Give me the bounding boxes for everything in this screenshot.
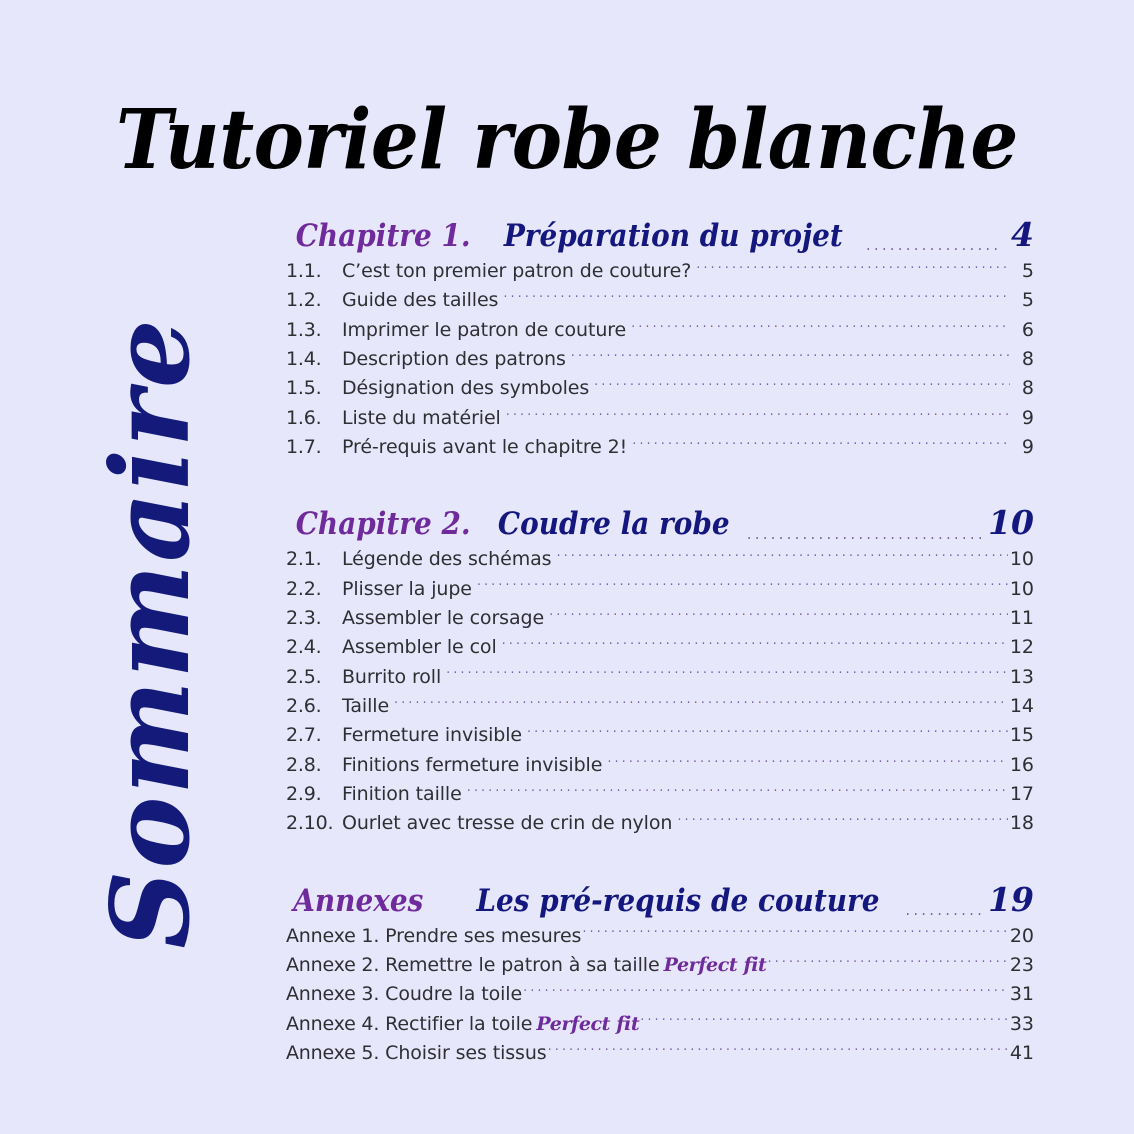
toc-entry[interactable] (286, 633, 1034, 662)
toc-entry-label: Fermeture invisible (342, 724, 523, 747)
leader-dots (631, 317, 1010, 336)
toc-entry-label: Choisir ses tissus (385, 1041, 547, 1064)
toc-entry[interactable] (286, 780, 1034, 809)
toc-entry-number: 1.2. (286, 289, 322, 312)
toc-entry-page-number: 12 (1009, 636, 1034, 659)
toc-entry-page-number: 41 (1009, 1041, 1034, 1064)
toc-entry-label: Guide des tailles (342, 289, 499, 312)
toc-entry[interactable] (286, 751, 1034, 780)
toc-entry-label: Pré-requis avant le chapitre 2! (342, 435, 628, 458)
toc-entry[interactable] (286, 721, 1034, 750)
toc-entry-page-number: 13 (1009, 665, 1034, 688)
toc-entry-number: Annexe 1. (286, 924, 380, 947)
toc-entry-page-number: 31 (1009, 983, 1034, 1006)
leader-dots (523, 981, 1008, 1000)
toc-entry-label: C’est ton premier patron de couture? (342, 259, 692, 282)
leader-dots (632, 434, 1010, 453)
leader-dots (394, 693, 1008, 712)
toc-entry[interactable] (286, 545, 1034, 574)
page-title: Tutoriel robe blanche (116, 91, 1018, 188)
toc-entry-page-number: 16 (1009, 753, 1034, 776)
leader-dots (905, 891, 984, 922)
toc-section (286, 214, 1034, 462)
toc-entry-label: Assembler le corsage (342, 606, 545, 629)
leader-dots (467, 781, 1008, 800)
toc-entry[interactable] (286, 809, 1034, 838)
leader-dots (696, 258, 1010, 277)
toc-entry-label: Taille (342, 694, 390, 717)
leader-dots (767, 952, 1007, 971)
toc-entry[interactable] (286, 980, 1034, 1009)
toc-entry-number: 1.5. (286, 377, 322, 400)
leader-dots (556, 546, 1007, 565)
toc-entry[interactable] (286, 692, 1034, 721)
toc-section-heading[interactable] (286, 214, 1034, 257)
toc-entry[interactable] (286, 1010, 1034, 1039)
toc-section-title: Coudre la robe (498, 506, 730, 543)
toc-entry[interactable] (286, 374, 1034, 403)
toc-entry-page-number: 9 (1021, 406, 1034, 429)
toc-section-number: Annexes (293, 882, 424, 919)
toc-section (286, 502, 1034, 838)
toc-entry-number: 2.10. (286, 812, 334, 835)
toc-entry-number: 1.3. (286, 318, 322, 341)
toc-section (286, 879, 1034, 1069)
leader-dots (607, 752, 1008, 771)
toc-entry-page-number: 33 (1009, 1012, 1034, 1035)
toc-entry-number: 2.2. (286, 577, 322, 600)
toc-entry-number: 1.7. (286, 435, 322, 458)
toc-entry-number: Annexe 2. (286, 953, 380, 976)
vertical-heading-container (46, 228, 256, 1038)
toc-entry-page-number: 11 (1009, 606, 1034, 629)
leader-dots (446, 664, 1008, 683)
toc-entry-page-number: 5 (1021, 289, 1034, 312)
toc-entry-page-number: 20 (1009, 924, 1034, 947)
toc-entry[interactable] (286, 922, 1034, 951)
toc-entry-number: 2.8. (286, 753, 322, 776)
toc-section-heading[interactable] (286, 502, 1034, 545)
toc-entry[interactable] (286, 575, 1034, 604)
toc-entry-label: Finition taille (342, 782, 462, 805)
toc-entry-page-number: 8 (1021, 347, 1034, 370)
section-spacer (286, 462, 1034, 502)
toc-entry-page-number: 5 (1021, 259, 1034, 282)
toc-entry-page-number: 9 (1021, 435, 1034, 458)
toc-entry-page-number: 14 (1009, 694, 1034, 717)
toc-section-title: Préparation du projet (504, 218, 844, 254)
toc-entry-page-number: 10 (1009, 548, 1034, 571)
toc-entry-label: Finitions fermeture invisible (342, 753, 603, 776)
toc-entry-label: Assembler le col (342, 636, 497, 659)
toc-entry-number: 1.4. (286, 347, 322, 370)
toc-entry-label: Imprimer le patron de couture (342, 318, 627, 341)
toc-section-number: Chapitre 1. (295, 218, 471, 254)
toc-entry-label: Prendre ses mesures (385, 924, 582, 947)
toc-section-number: Chapitre 2. (295, 506, 471, 543)
toc-section-page-number: 10 (988, 503, 1034, 543)
sommaire-heading: Sommaire (88, 317, 214, 949)
toc-entry-number: Annexe 5. (286, 1041, 380, 1064)
leader-dots (747, 514, 984, 545)
toc-entry-number: 2.1. (286, 548, 322, 571)
toc-entry[interactable] (286, 604, 1034, 633)
table-of-contents (286, 214, 1034, 1068)
section-spacer (286, 839, 1034, 879)
toc-entry[interactable] (286, 404, 1034, 433)
leader-dots (866, 226, 1000, 257)
perfect-fit-label: Perfect fit (536, 1012, 640, 1035)
leader-dots (594, 375, 1010, 394)
leader-dots (677, 810, 1007, 829)
toc-entry-number: 2.7. (286, 724, 322, 747)
toc-section-title: Les pré-requis de couture (475, 882, 879, 919)
toc-entry-number: 2.6. (286, 694, 322, 717)
toc-entry-page-number: 15 (1009, 724, 1034, 747)
toc-entry-label: Coudre la toile (385, 983, 523, 1006)
toc-section-page-number: 4 (1011, 215, 1034, 254)
toc-entry-label: Désignation des symboles (342, 377, 590, 400)
perfect-fit-label: Perfect fit (663, 953, 767, 976)
toc-entry-number: Annexe 3. (286, 983, 380, 1006)
toc-entry-page-number: 18 (1009, 812, 1034, 835)
toc-entry[interactable] (286, 345, 1034, 374)
leader-dots (549, 605, 1008, 624)
toc-entry-number: 2.9. (286, 782, 322, 805)
leader-dots (506, 405, 1010, 424)
leader-dots (527, 722, 1008, 741)
leader-dots (477, 576, 1008, 595)
toc-entry-label: Burrito roll (342, 665, 442, 688)
toc-entry-number: 2.5. (286, 665, 322, 688)
leader-dots (548, 1040, 1008, 1059)
leader-dots (640, 1011, 1008, 1030)
toc-entry[interactable] (286, 286, 1034, 315)
toc-entry-label: Légende des schémas (342, 548, 552, 571)
toc-entry[interactable] (286, 316, 1034, 345)
toc-section-page-number: 19 (988, 879, 1034, 919)
toc-entry-number: 2.3. (286, 606, 322, 629)
toc-entry-number: Annexe 4. (286, 1012, 380, 1035)
toc-entry[interactable] (286, 257, 1034, 286)
toc-entry-label: Plisser la jupe (342, 577, 472, 600)
toc-entry-page-number: 17 (1009, 782, 1034, 805)
leader-dots (582, 923, 1007, 942)
toc-entry-label: Ourlet avec tresse de crin de nylon (342, 812, 673, 835)
leader-dots (571, 346, 1010, 365)
toc-entry-number: 1.1. (286, 259, 322, 282)
toc-entry-number: 1.6. (286, 406, 322, 429)
toc-entry-label: Remettre le patron à sa taille (385, 953, 660, 976)
toc-entry-label: Liste du matériel (342, 406, 501, 429)
toc-entry[interactable] (286, 663, 1034, 692)
toc-entry-page-number: 8 (1021, 377, 1034, 400)
toc-entry[interactable] (286, 433, 1034, 462)
toc-entry-page-number: 10 (1009, 577, 1034, 600)
toc-entry[interactable] (286, 1039, 1034, 1068)
toc-entry-label: Description des patrons (342, 347, 566, 370)
toc-entry[interactable] (286, 951, 1034, 980)
toc-entry-label: Rectifier la toile (385, 1012, 533, 1035)
toc-section-heading[interactable] (286, 879, 1034, 922)
leader-dots (503, 287, 1010, 306)
toc-entry-number: 2.4. (286, 636, 322, 659)
toc-entry-page-number: 6 (1021, 318, 1034, 341)
leader-dots (502, 634, 1008, 653)
toc-entry-page-number: 23 (1009, 953, 1034, 976)
